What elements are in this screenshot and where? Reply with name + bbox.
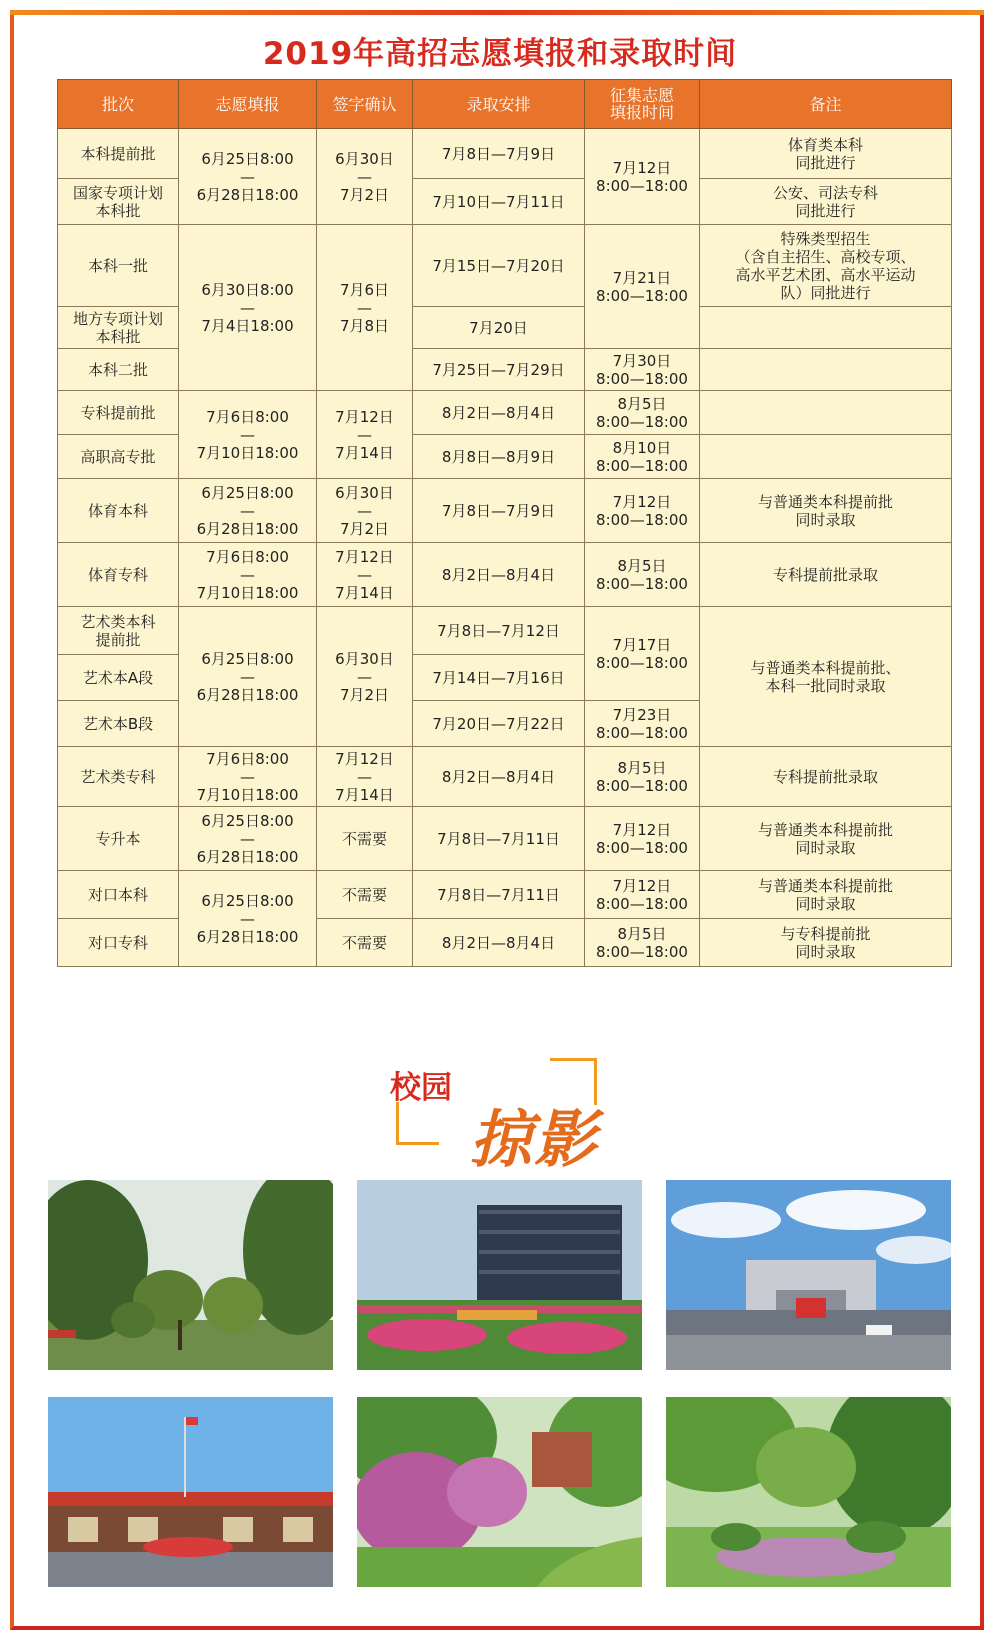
- cell-admit: [413, 807, 585, 871]
- cell-line: —: [357, 167, 372, 186]
- cell-admit: [413, 349, 585, 391]
- cell-collect: [585, 747, 700, 807]
- cell-line: 8:00—18:00: [596, 776, 688, 795]
- cell-line: 7月14日—7月16日: [432, 668, 565, 687]
- cell-line: 对口本科: [87, 885, 148, 904]
- cell-line: 7月20日: [469, 318, 528, 337]
- cell-line: 6月25日8:00: [201, 483, 294, 502]
- campus-photo-park: [48, 1180, 333, 1370]
- cell-line: 艺术类专科: [80, 767, 156, 786]
- cell-line: 高职高专批: [80, 447, 156, 466]
- cell-line: 本科批: [95, 201, 141, 220]
- heading-corner-bottom-left: [396, 1102, 439, 1145]
- cell-line: 8月5日: [617, 758, 667, 777]
- cell-line: 8:00—18:00: [596, 412, 688, 431]
- cell-admit: [413, 655, 585, 701]
- cell-note: [700, 349, 952, 391]
- cell-collect: [585, 225, 700, 349]
- cell-collect: [585, 871, 700, 919]
- cell-line: 7月14日: [335, 785, 394, 804]
- cell-collect: [585, 543, 700, 607]
- cell-line: 8月2日—8月4日: [441, 403, 556, 422]
- cell-line: —: [240, 909, 255, 928]
- cell-line: 7月25日—7月29日: [432, 360, 565, 379]
- header-sign: [317, 80, 413, 129]
- cell-line: 本科提前批: [80, 144, 156, 163]
- cell-line: 艺术本B段: [82, 714, 154, 733]
- cell-fill: [179, 479, 317, 543]
- cell-line: 6月28日18:00: [196, 685, 299, 704]
- cell-line: —: [357, 298, 372, 317]
- cell-note: [700, 435, 952, 479]
- cell-collect: [585, 607, 700, 701]
- cell-line: 7月8日—7月11日: [437, 829, 560, 848]
- cell-note: [700, 225, 952, 307]
- cell-fill: [179, 607, 317, 747]
- cell-collect: [585, 435, 700, 479]
- cell-line: 不需要: [341, 829, 387, 848]
- cell-line: 同批进行: [795, 201, 856, 220]
- cell-line: 艺术类本科: [80, 612, 156, 631]
- cell-note: [700, 607, 952, 747]
- cell-fill: [179, 543, 317, 607]
- cell-batch: [58, 349, 179, 391]
- cell-line: 与普通类本科提前批: [757, 876, 893, 895]
- cell-line: 7月2日: [339, 185, 390, 204]
- cell-admit: [413, 391, 585, 435]
- cell-line: 7月14日: [335, 583, 394, 602]
- cell-note: [700, 747, 952, 807]
- cell-line: 不需要: [341, 885, 387, 904]
- table-row: [58, 747, 952, 807]
- cell-line: 8:00—18:00: [596, 286, 688, 305]
- cell-line: 7月12日: [612, 876, 672, 895]
- cell-line: 6月25日8:00: [201, 649, 294, 668]
- cell-line: 7月12日: [335, 547, 394, 566]
- cell-fill: [179, 225, 317, 391]
- cell-line: —: [240, 167, 255, 186]
- cell-line: 7月8日—7月9日: [441, 144, 556, 163]
- cell-batch: [58, 391, 179, 435]
- cell-line: 7月6日: [339, 280, 390, 299]
- table-header-row: [58, 80, 952, 129]
- cell-line: 8月5日: [617, 556, 667, 575]
- cell-admit: [413, 307, 585, 349]
- cell-line: —: [357, 501, 372, 520]
- cell-line: 8月2日—8月4日: [441, 565, 556, 584]
- cell-line: 6月28日18:00: [196, 847, 299, 866]
- cell-note: [700, 543, 952, 607]
- cell-collect: [585, 479, 700, 543]
- cell-line: 8月10日: [612, 438, 672, 457]
- cell-line: 6月25日8:00: [201, 891, 294, 910]
- cell-line: —: [240, 298, 255, 317]
- cell-fill: [179, 391, 317, 479]
- table-row: [58, 871, 952, 919]
- cell-line: 7月30日: [612, 351, 672, 370]
- header-fill: [179, 80, 317, 129]
- cell-line: —: [357, 565, 372, 584]
- cell-admit: [413, 179, 585, 225]
- cell-sign: [317, 225, 413, 391]
- cell-collect: [585, 349, 700, 391]
- cell-line: 地方专项计划: [72, 309, 163, 328]
- cell-line: 8:00—18:00: [596, 369, 688, 388]
- header-collect: [585, 80, 700, 129]
- cell-fill: [179, 747, 317, 807]
- cell-line: 7月21日: [612, 268, 672, 287]
- cell-line: 与普通类本科提前批: [757, 492, 893, 511]
- cell-admit: [413, 919, 585, 967]
- cell-note: [700, 807, 952, 871]
- cell-line: 6月30日: [335, 649, 394, 668]
- page-title: 2019年高招志愿填报和录取时间: [262, 36, 738, 72]
- cell-line: 8:00—18:00: [596, 942, 688, 961]
- cell-sign: [317, 479, 413, 543]
- cell-line: 7月23日: [612, 705, 672, 724]
- cell-admit: [413, 543, 585, 607]
- cell-line: 同时录取: [795, 838, 856, 857]
- cell-note: [700, 129, 952, 179]
- cell-admit: [413, 225, 585, 307]
- cell-line: 7月4日18:00: [201, 316, 294, 335]
- cell-line: —: [357, 767, 372, 786]
- cell-admit: [413, 871, 585, 919]
- cell-note: [700, 479, 952, 543]
- cell-line: 7月10日—7月11日: [432, 192, 565, 211]
- cell-line: 本科二批: [87, 360, 148, 379]
- cell-line: 8:00—18:00: [596, 456, 688, 475]
- cell-line: 7月15日—7月20日: [432, 256, 565, 275]
- cell-line: —: [240, 425, 255, 444]
- cell-line: 同时录取: [795, 894, 856, 913]
- cell-line: 志愿填报: [215, 94, 280, 114]
- cell-admit: [413, 701, 585, 747]
- cell-line: 7月10日18:00: [196, 785, 299, 804]
- cell-batch: [58, 655, 179, 701]
- cell-batch: [58, 871, 179, 919]
- cell-line: 录取安排: [466, 94, 531, 114]
- cell-line: 7月8日—7月9日: [441, 501, 556, 520]
- cell-admit: [413, 607, 585, 655]
- cell-sign: [317, 607, 413, 747]
- cell-line: 提前批: [95, 630, 141, 649]
- cell-line: 国家专项计划: [72, 183, 163, 202]
- cell-note: [700, 871, 952, 919]
- table-row: [58, 543, 952, 607]
- cell-line: 7月12日: [335, 749, 394, 768]
- campus-photo-gate: [666, 1180, 951, 1370]
- cell-admit: [413, 435, 585, 479]
- cell-note: [700, 919, 952, 967]
- campus-photo-building-crowd: [357, 1180, 642, 1370]
- cell-line: 专科提前批录取: [772, 767, 878, 786]
- cell-batch: [58, 607, 179, 655]
- cell-line: 8:00—18:00: [596, 723, 688, 742]
- cell-line: 7月10日18:00: [196, 583, 299, 602]
- cell-fill: [179, 129, 317, 225]
- cell-line: 对口专科: [87, 933, 148, 952]
- cell-line: 7月20日—7月22日: [432, 714, 565, 733]
- cell-batch: [58, 307, 179, 349]
- cell-sign: [317, 543, 413, 607]
- cell-admit: [413, 747, 585, 807]
- cell-collect: [585, 807, 700, 871]
- cell-line: 8月5日: [617, 924, 667, 943]
- cell-line: 7月2日: [339, 519, 390, 538]
- campus-photo-garden: [666, 1397, 951, 1587]
- cell-batch: [58, 701, 179, 747]
- cell-line: 同批进行: [795, 153, 856, 172]
- cell-line: 8:00—18:00: [596, 894, 688, 913]
- cell-sign: [317, 807, 413, 871]
- cell-line: 7月6日8:00: [206, 547, 289, 566]
- cell-line: 签字确认: [332, 94, 397, 114]
- cell-line: —: [240, 501, 255, 520]
- cell-line: 8月8日—8月9日: [441, 447, 556, 466]
- campus-photo-flowers: [357, 1397, 642, 1587]
- cell-note: [700, 307, 952, 349]
- cell-line: 6月25日8:00: [201, 149, 294, 168]
- cell-line: 8:00—18:00: [596, 176, 688, 195]
- cell-line: —: [357, 667, 372, 686]
- header-admit: [413, 80, 585, 129]
- cell-fill: [179, 871, 317, 967]
- heading-small-text: 校园: [390, 1070, 452, 1106]
- heading-big-text: 掠影: [470, 1103, 599, 1176]
- cell-batch: [58, 179, 179, 225]
- cell-line: 艺术本A段: [82, 668, 154, 687]
- cell-batch: [58, 479, 179, 543]
- cell-collect: [585, 919, 700, 967]
- table-row: [58, 479, 952, 543]
- cell-line: —: [240, 829, 255, 848]
- cell-line: 填报时间: [609, 103, 674, 122]
- cell-admit: [413, 479, 585, 543]
- cell-line: 6月28日18:00: [196, 927, 299, 946]
- cell-sign: [317, 747, 413, 807]
- cell-line: 7月17日: [612, 635, 672, 654]
- table-row: [58, 391, 952, 435]
- cell-line: 与专科提前批: [780, 924, 871, 943]
- cell-line: 8:00—18:00: [596, 510, 688, 529]
- cell-line: 6月28日18:00: [196, 185, 299, 204]
- cell-line: 批次: [101, 94, 134, 114]
- cell-line: 专科提前批录取: [772, 565, 878, 584]
- cell-batch: [58, 129, 179, 179]
- cell-line: 7月12日: [335, 407, 394, 426]
- cell-line: —: [240, 767, 255, 786]
- cell-line: 专科提前批: [80, 403, 156, 422]
- cell-sign: [317, 129, 413, 225]
- cell-line: 7月2日: [339, 685, 390, 704]
- page-border-top: [10, 10, 984, 15]
- cell-line: 7月8日—7月11日: [437, 885, 560, 904]
- header-batch: [58, 80, 179, 129]
- cell-sign: [317, 919, 413, 967]
- cell-admit: [413, 129, 585, 179]
- cell-line: 8:00—18:00: [596, 574, 688, 593]
- cell-line: 7月6日8:00: [206, 749, 289, 768]
- cell-line: 6月30日: [335, 149, 394, 168]
- cell-line: 与普通类本科提前批、: [750, 658, 901, 677]
- cell-line: 本科一批: [87, 256, 148, 275]
- campus-gallery-heading: [390, 1050, 610, 1175]
- cell-line: 同时录取: [795, 942, 856, 961]
- cell-line: 7月12日: [612, 820, 672, 839]
- cell-line: 本科一批同时录取: [765, 676, 886, 695]
- cell-line: —: [357, 425, 372, 444]
- cell-batch: [58, 919, 179, 967]
- table-row: [58, 225, 952, 307]
- cell-note: [700, 391, 952, 435]
- cell-line: 高水平艺术团、高水平运动: [735, 265, 916, 284]
- cell-line: 6月30日: [335, 483, 394, 502]
- cell-line: 体育专科: [87, 565, 148, 584]
- cell-line: 体育本科: [87, 501, 148, 520]
- cell-line: 8月2日—8月4日: [441, 767, 556, 786]
- cell-line: 7月12日: [612, 158, 672, 177]
- cell-line: 专升本: [95, 829, 141, 848]
- cell-line: 征集志愿: [609, 86, 674, 105]
- cell-line: 8月5日: [617, 394, 667, 413]
- campus-photo-school-banner: [48, 1397, 333, 1587]
- cell-line: 公安、司法专科: [772, 183, 878, 202]
- cell-batch: [58, 747, 179, 807]
- cell-line: 8:00—18:00: [596, 838, 688, 857]
- table-row: [58, 129, 952, 179]
- cell-line: 6月28日18:00: [196, 519, 299, 538]
- cell-line: 6月25日8:00: [201, 811, 294, 830]
- cell-line: 7月14日: [335, 443, 394, 462]
- cell-batch: [58, 543, 179, 607]
- cell-line: 队）同批进行: [780, 283, 871, 302]
- cell-batch: [58, 435, 179, 479]
- cell-line: 8月2日—8月4日: [441, 933, 556, 952]
- cell-line: 7月10日18:00: [196, 443, 299, 462]
- cell-line: 体育类本科: [787, 135, 863, 154]
- cell-fill: [179, 807, 317, 871]
- cell-collect: [585, 701, 700, 747]
- cell-line: （含自主招生、高校专项、: [735, 247, 916, 266]
- cell-collect: [585, 391, 700, 435]
- cell-line: —: [240, 565, 255, 584]
- cell-note: [700, 179, 952, 225]
- cell-line: 特殊类型招生: [780, 229, 871, 248]
- cell-line: 8:00—18:00: [596, 653, 688, 672]
- cell-line: 7月6日8:00: [206, 407, 289, 426]
- table-row: [58, 807, 952, 871]
- cell-line: 7月12日: [612, 492, 672, 511]
- cell-line: 本科批: [95, 327, 141, 346]
- header-note: [700, 80, 952, 129]
- table-row: [58, 607, 952, 655]
- cell-sign: [317, 871, 413, 919]
- cell-line: 7月8日—7月12日: [437, 621, 560, 640]
- cell-line: 不需要: [341, 933, 387, 952]
- cell-batch: [58, 225, 179, 307]
- cell-line: 同时录取: [795, 510, 856, 529]
- cell-line: 6月30日8:00: [201, 280, 294, 299]
- cell-line: 备注: [809, 94, 842, 114]
- cell-collect: [585, 129, 700, 225]
- cell-line: 与普通类本科提前批: [757, 820, 893, 839]
- schedule-table: [57, 79, 952, 967]
- cell-batch: [58, 807, 179, 871]
- cell-line: —: [240, 667, 255, 686]
- cell-line: 7月8日: [339, 316, 390, 335]
- cell-sign: [317, 391, 413, 479]
